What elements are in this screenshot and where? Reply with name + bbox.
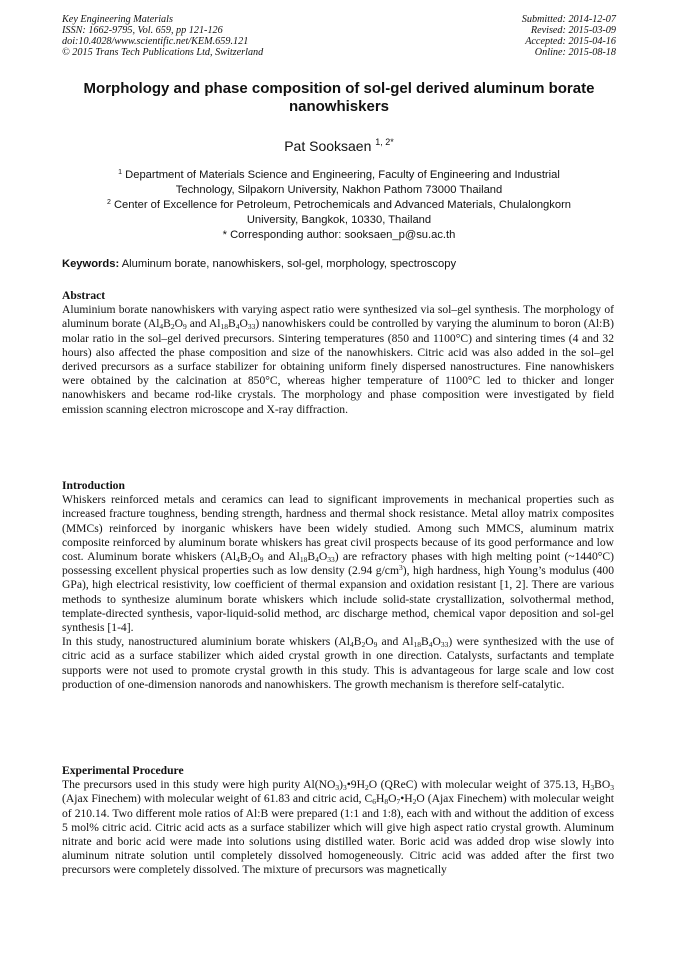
- affiliations: [60, 168, 618, 243]
- author-name: Pat Sooksaen: [284, 138, 372, 154]
- doi-line: doi:10.4028/www.scientific.net/KEM.659.121: [62, 36, 249, 47]
- keywords-text: Aluminum borate, nanowhiskers, sol-gel, morphology, spectroscopy: [121, 258, 457, 270]
- abstract-section: [62, 289, 614, 417]
- abstract-text-3: ) nanowhiskers could be controlled by varying the aluminum to boron (Al:B) molar ratio in the sol–gel derived precursors. Sintering temperatures (850 and 1100°C) and sintering times (4 and 32 hours) also affected the phase composition and size of the nanowhiskers. Citric acid was also added in the sol–gel derived precursors as a surface stabilizer for obtaining uniform finely dispersed nanostructures. Fine nanowhiskers were obtained by the calcination at 850°C, whereas higher temperature of 1100°C led to thicker and longer nanowhiskers and became rod-like crystals. The morphology and phase composition were investigated by field emission scanning electron microscope and X-ray diffraction.: [62, 317, 614, 416]
- title-line-2: nanowhiskers: [288, 98, 390, 115]
- abstract-heading: Abstract: [62, 289, 106, 302]
- affiliation-1-line-2: Technology, Silpakorn University, Nakhon Pathom 73000 Thailand: [175, 184, 503, 196]
- affiliation-2-mark: 2: [106, 199, 111, 206]
- introduction-heading: Introduction: [62, 479, 125, 492]
- experimental-heading: Experimental Procedure: [62, 764, 184, 777]
- abstract-body: [62, 303, 614, 417]
- submitted-date: Submitted: 2014-12-07: [521, 14, 616, 25]
- abstract-text-1: Aluminium borate nanowhiskers with varying aspect ratio were synthesized via sol–gel synthesis. The morphology of aluminum borate (: [62, 303, 614, 331]
- journal-name: Key Engineering Materials: [62, 14, 173, 25]
- header-dates: [522, 14, 616, 58]
- affiliation-2-line-2: University, Bangkok, 10330, Thailand: [246, 214, 432, 226]
- online-date: Online: 2015-08-18: [534, 47, 616, 58]
- corresponding-author: * Corresponding author: sooksaen_p@su.ac.th: [222, 229, 456, 241]
- affiliation-1-line-1: Department of Materials Science and Engineering, Faculty of Engineering and Industrial: [125, 169, 560, 181]
- abstract-text-2: and: [186, 317, 209, 331]
- experimental-paragraph: The precursors used in this study were high purity $Al(NO_3)_3•9H_2O$ (QReC) with molecular weight of 375.13, $H_3BO_3$ (Ajax Finechem) with molecular weight of 61.83 and citric acid, $C_6H_8O_7•H_2O$ (Ajax Finechem) with molecular weight of 210.14. Two different mole ratios of Al:B were prepared (1:1 and 1:8), each with and without the addition of excess 5 mol% citric acid. Citric acid acts as a surface stabilizer which will give high aspect ratio crystal growth. Aluminum nitrate and boric acid were made into solutions using distilled water. Boric acid was added drop wise slowly into aluminum nitrate solution until completely dissolved homogeneously. Citric acid was added after the first two precursors were completely dissolved. The mixture of precursors was magnetically: [62, 778, 614, 877]
- keywords: [62, 257, 456, 271]
- affiliation-2-line-1: Center of Excellence for Petroleum, Petrochemicals and Advanced Materials, Chulalongkorn: [113, 199, 572, 211]
- issn-line: ISSN: 1662-9795, Vol. 659, pp 121-126: [62, 25, 223, 36]
- accepted-date: Accepted: 2015-04-16: [525, 36, 616, 47]
- formula-al18b4o33: $Al_{18}B_4O_{33}$: [401, 635, 449, 650]
- affiliation-1: [60, 168, 618, 198]
- introduction-paragraph-2: In this study, nanostructured aluminium borate whiskers ($Al_4B_2O_9$ and $Al_{18}B_4O_{33}$) were synthesized with the use of citric acid as a surface stabilizer which aided crystal growth in one direction. Catalysts, surfactants and template supports were not used to promote crystal growth in this study. This is advantageous for large scale and low cost production of one-dimension nanorods and nanowhiskers. The growth mechanism is therefore self-catalytic.: [62, 635, 614, 691]
- formula-al18b4o33: $Al_{18}B_4O_{33}$: [288, 550, 335, 565]
- introduction-section: [62, 479, 614, 692]
- author-line: [0, 138, 678, 154]
- keywords-label: Keywords:: [62, 258, 120, 270]
- formula-al4b2o9: $Al_4B_2O_9$: [147, 317, 187, 332]
- author-affiliation-marks: 1, 2*: [375, 137, 394, 147]
- introduction-paragraph-1: Whiskers reinforced metals and ceramics can lead to significant improvements in mechanical properties such as increased fracture toughness, bending strength, hardness and thermal shock resistance. Metal alloy matrix composites (MMCs) reinforced by inorganic whiskers have been widely studied. Among such MMCS, aluminum matrix composite reinforced by aluminum borate whiskers has great civil prospects because of its good performance and low cost. Aluminum borate whiskers ($Al_4B_2O_9$ and $Al_{18}B_4O_{33}$) are refractory phases with high melting point (~1440°C) possessing excellent physical properties such as low density (2.94 $g/cm^3$), high hardness, high Young’s modulus (400 GPa), high electrical resistivity, low coefficient of thermal expansion and oxidation resistant [1, 2]. There are various methods to synthesize aluminum borate whiskers which include solid-state crystallization, solvothermal method, template-directed synthesis, vapor-liquid-solid method, arc discharge method, chemical vapor deposition and sol-gel synthesis [1-4].: [62, 493, 614, 635]
- title-line-1: Morphology and phase composition of sol-gel derived aluminum borate: [83, 80, 595, 97]
- revised-date: Revised: 2015-03-09: [530, 25, 616, 36]
- formula-al4b2o9: $Al_4B_2O_9$: [338, 635, 378, 650]
- copyright-line: © 2015 Trans Tech Publications Ltd, Switzerland: [62, 47, 264, 58]
- formula-al4b2o9: $Al_4B_2O_9$: [224, 550, 264, 565]
- formula-al18b4o33: $Al_{18}B_4O_{33}$: [208, 317, 256, 332]
- affiliation-1-mark: 1: [118, 169, 123, 176]
- affiliation-2: [60, 198, 618, 228]
- header-publication-info: [62, 14, 263, 58]
- paper-title: [50, 80, 628, 116]
- experimental-section: [62, 764, 614, 878]
